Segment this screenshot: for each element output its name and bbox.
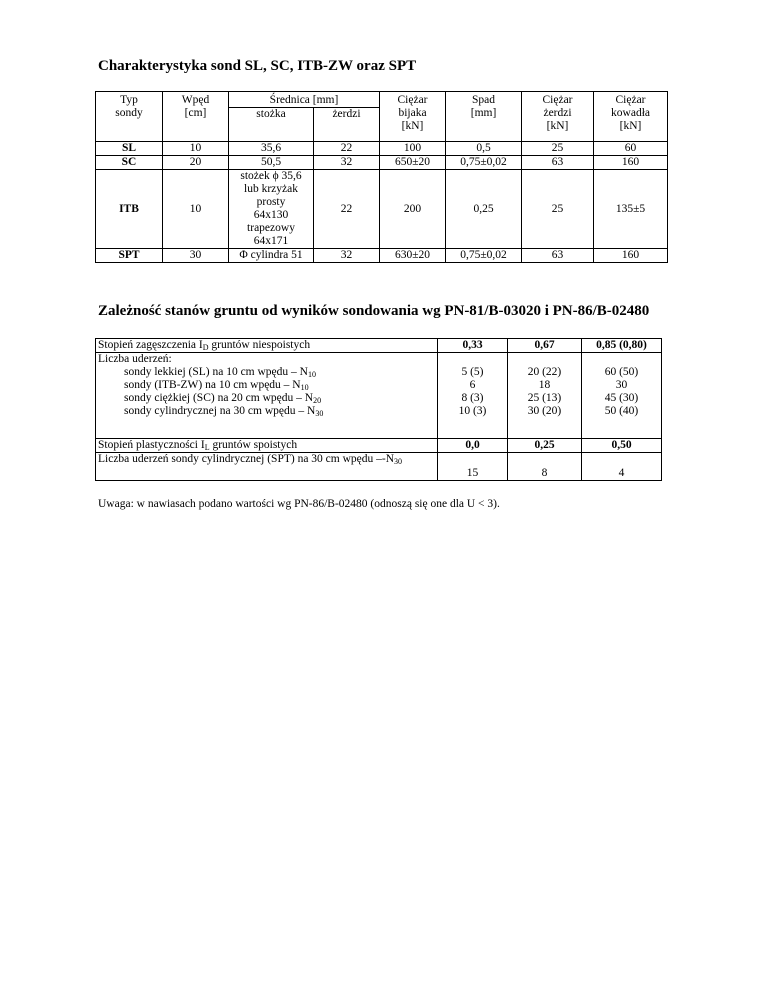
cell-typ: SPT — [96, 249, 163, 263]
spt-value: 8 — [508, 453, 582, 481]
header-ciezar-zerdzi: Ciężar żerdzi [kN] — [522, 92, 594, 142]
header-stozka: stożka — [229, 108, 314, 142]
cell-stozka: stożek ϕ 35,6 lub krzyżak prosty 64x130 trapezowy 64x171 — [229, 170, 314, 249]
spt-label: Liczba uderzeń sondy cylindrycznej (SPT) na 30 cm wpędu $--N_{30}$ — [96, 453, 438, 481]
header-wped: Wpęd [cm] — [163, 92, 229, 142]
table-row — [96, 142, 668, 156]
cell-wped: 20 — [163, 156, 229, 170]
cell-wped: 10 — [163, 142, 229, 156]
cell-zerdzi: 22 — [314, 142, 380, 156]
cell-bijak: 650±20 — [380, 156, 446, 170]
cell-zerdzi: 22 — [314, 170, 380, 249]
section-title-probe-characteristics: Charakterystyka sond SL, SC, ITB-ZW oraz SPT — [98, 58, 417, 74]
cell-spad: 0,5 — [446, 142, 522, 156]
table-row-spt — [96, 453, 662, 481]
plasticity-value: 0,50 — [582, 439, 662, 453]
header-spad: Spad [mm] — [446, 92, 522, 142]
cell-wped: 10 — [163, 170, 229, 249]
section-title-soil-states: Zależność stanów gruntu od wyników sondowania wg PN-81/B-03020 i PN-86/B-02480 — [98, 303, 650, 319]
plasticity-value: 0,25 — [508, 439, 582, 453]
cell-stozka: Φ cylindra 51 — [229, 249, 314, 263]
header-zerdzi: żerdzi — [314, 108, 380, 142]
table-row — [96, 156, 668, 170]
cell-ciezar-zerdzi: 25 — [522, 142, 594, 156]
table-row — [96, 249, 668, 263]
cell-spad: 0,75±0,02 — [446, 156, 522, 170]
header-typ: Typ sondy — [96, 92, 163, 142]
cell-spad: 0,25 — [446, 170, 522, 249]
cell-ciezar-kowadla: 135±5 — [594, 170, 668, 249]
blows-labels: Liczba uderzeń: sondy lekkiej (SL) na 10 cm wpędu – $N_{10}$ sondy (ITB-ZW) na 10 cm wpędu – $N_{10}$ sondy ciężkiej (SC) na 20 cm wpędu – $N_{20}$ sondy cylindrycznej na 30 cm wpędu – $N_{30}$ — [96, 353, 438, 439]
cell-zerdzi: 32 — [314, 156, 380, 170]
cell-ciezar-kowadla: 160 — [594, 249, 668, 263]
cell-zerdzi: 32 — [314, 249, 380, 263]
cell-typ: ITB — [96, 170, 163, 249]
cell-stozka: 35,6 — [229, 142, 314, 156]
table-row-blows — [96, 353, 662, 439]
blows-column: 5 (5) 6 8 (3) 10 (3) — [438, 353, 508, 439]
header-ciezar-kowadla: Ciężar kowadła [kN] — [594, 92, 668, 142]
cell-ciezar-zerdzi: 25 — [522, 170, 594, 249]
cell-ciezar-zerdzi: 63 — [522, 156, 594, 170]
cell-ciezar-kowadla: 60 — [594, 142, 668, 156]
density-value: 0,85 (0,80) — [582, 339, 662, 353]
density-label: Stopień zagęszczenia $I_D$ gruntów niespoistych — [96, 339, 438, 353]
header-ciezar-bijaka: Ciężar bijaka [kN] — [380, 92, 446, 142]
table-row-plasticity — [96, 439, 662, 453]
plasticity-value: 0,0 — [438, 439, 508, 453]
header-srednica: Średnica [mm] — [229, 92, 380, 108]
blows-column: 20 (22) 18 25 (13) 30 (20) — [508, 353, 582, 439]
cell-bijak: 630±20 — [380, 249, 446, 263]
cell-ciezar-kowadla: 160 — [594, 156, 668, 170]
cell-bijak: 200 — [380, 170, 446, 249]
table-row — [96, 170, 668, 249]
probe-characteristics-table — [95, 91, 668, 263]
cell-stozka: 50,5 — [229, 156, 314, 170]
cell-spad: 0,75±0,02 — [446, 249, 522, 263]
spt-value: 15 — [438, 453, 508, 481]
density-value: 0,33 — [438, 339, 508, 353]
cell-typ: SC — [96, 156, 163, 170]
cell-typ: SL — [96, 142, 163, 156]
density-value: 0,67 — [508, 339, 582, 353]
soil-states-table — [95, 338, 662, 481]
spt-value: 4 — [582, 453, 662, 481]
cell-bijak: 100 — [380, 142, 446, 156]
blows-column: 60 (50) 30 45 (30) 50 (40) — [582, 353, 662, 439]
plasticity-label: Stopień plastyczności $I_L$ gruntów spoistych — [96, 439, 438, 453]
cell-wped: 30 — [163, 249, 229, 263]
table-row-density — [96, 339, 662, 353]
footnote: Uwaga: w nawiasach podano wartości wg PN-86/B-02480 (odnoszą się one dla U < 3). — [98, 498, 500, 510]
cell-ciezar-zerdzi: 63 — [522, 249, 594, 263]
